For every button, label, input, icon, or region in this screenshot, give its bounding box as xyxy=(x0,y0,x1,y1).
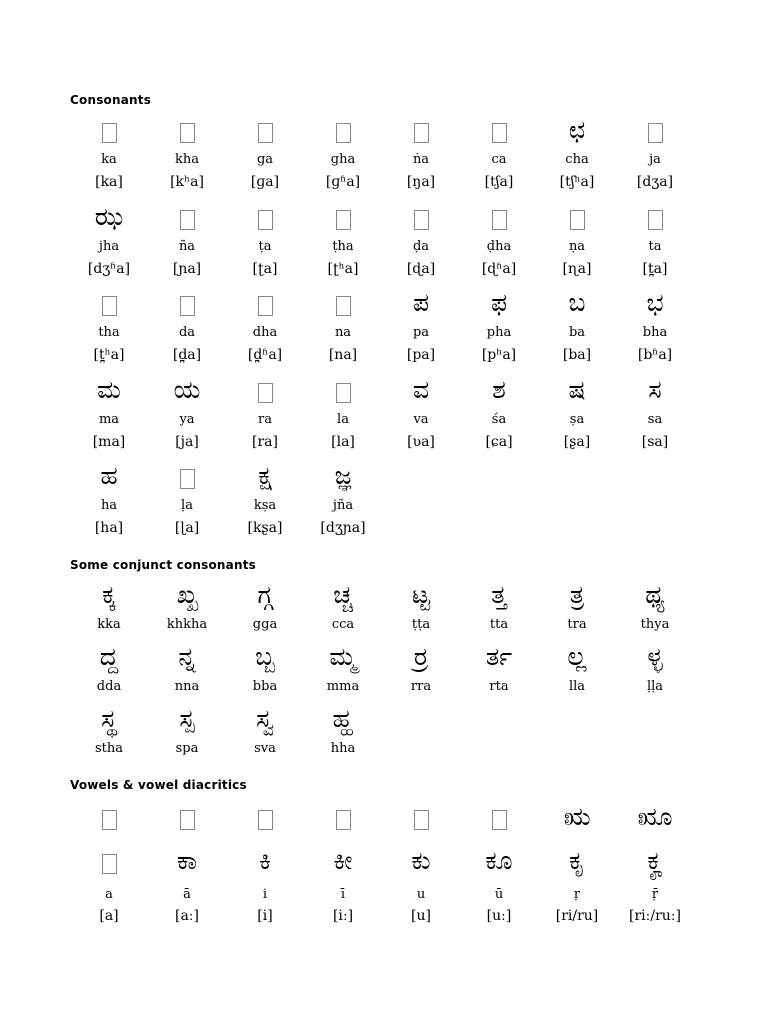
transliteration: pa xyxy=(412,325,430,340)
vowel-diacritic-glyph: ಕಿ xyxy=(259,846,271,875)
ipa-pronunciation: [na] xyxy=(328,347,358,363)
missing-glyph-icon xyxy=(148,288,226,318)
conjunct-cell xyxy=(226,704,304,760)
ipa-pronunciation: [ja] xyxy=(175,433,199,450)
consonant-cell xyxy=(538,115,616,195)
consonant-cell xyxy=(538,375,616,455)
transliteration: ya xyxy=(179,411,195,427)
missing-glyph-icon xyxy=(226,202,304,232)
conjunct-cell xyxy=(226,642,304,698)
conjunct-cell xyxy=(304,642,382,698)
ipa-pronunciation: [i] xyxy=(257,908,273,924)
missing-glyph-box-icon xyxy=(570,210,585,230)
transliteration: tha xyxy=(98,325,120,340)
missing-glyph-icon xyxy=(460,202,538,232)
missing-glyph-icon xyxy=(382,115,460,145)
missing-glyph-icon xyxy=(148,202,226,232)
transliteration: ṭa xyxy=(258,238,272,254)
missing-glyph-box-icon xyxy=(102,123,117,143)
transliteration: stha xyxy=(94,741,124,756)
missing-glyph-box-icon xyxy=(336,296,351,316)
transliteration: khkha xyxy=(166,617,208,632)
consonant-cell xyxy=(304,288,382,368)
transliteration: rta xyxy=(489,679,509,694)
transliteration: ṝ xyxy=(651,887,659,902)
transliteration: ha xyxy=(100,498,118,513)
vowel-cell xyxy=(148,800,226,930)
conjunct-cell xyxy=(460,580,538,636)
conjunct-cell xyxy=(148,580,226,636)
kannada-conjunct-glyph: ದ್ದ xyxy=(99,642,119,671)
ipa-pronunciation: [ɳa] xyxy=(562,260,592,277)
consonant-cell xyxy=(460,375,538,455)
missing-glyph-box-icon xyxy=(180,296,195,316)
ipa-pronunciation: [tʃa] xyxy=(484,174,514,190)
conjunct-cell xyxy=(538,580,616,636)
ipa-pronunciation: [t̪ʰa] xyxy=(93,347,125,363)
transliteration: pha xyxy=(486,325,512,340)
conjunct-cell xyxy=(460,642,538,698)
transliteration: cca xyxy=(331,617,355,632)
missing-glyph-box-icon xyxy=(648,210,663,230)
kannada-glyph: ಫ xyxy=(490,288,508,317)
vowel-cell xyxy=(616,800,694,930)
conjunct-cell xyxy=(382,580,460,636)
vowel-cell xyxy=(382,800,460,930)
transliteration: na xyxy=(334,325,352,340)
kannada-conjunct-glyph: ತ್ರ xyxy=(569,580,585,609)
missing-glyph-box-icon xyxy=(180,123,195,143)
ipa-pronunciation: [ŋa] xyxy=(406,174,436,190)
ipa-pronunciation: [ɖʱa] xyxy=(481,260,517,277)
transliteration: hha xyxy=(330,741,356,756)
missing-glyph-icon xyxy=(382,802,460,832)
ipa-pronunciation: [ɲa] xyxy=(172,260,202,277)
ipa-pronunciation: [ɡa] xyxy=(250,174,280,190)
ipa-pronunciation: [ra] xyxy=(252,433,278,450)
consonant-cell xyxy=(382,202,460,282)
consonant-cell xyxy=(226,288,304,368)
transliteration: thya xyxy=(640,617,670,632)
conjunct-cell xyxy=(226,580,304,636)
transliteration: ga xyxy=(256,152,274,167)
kannada-glyph: ಮ xyxy=(97,374,121,404)
kannada-conjunct-glyph: ಸ್ವ xyxy=(256,704,274,733)
consonant-grid xyxy=(70,115,694,545)
kannada-conjunct-glyph: ನ್ನ xyxy=(178,642,196,671)
vowel-diacritic-glyph: ಕಾ xyxy=(176,846,198,875)
kannada-conjunct-glyph: ಕ್ಕ xyxy=(102,580,116,609)
missing-glyph-box-icon xyxy=(102,296,117,316)
missing-glyph-icon xyxy=(70,802,148,832)
transliteration: la xyxy=(337,411,349,427)
ipa-pronunciation: [ha] xyxy=(94,520,124,536)
ipa-pronunciation: [d̪a] xyxy=(172,347,202,363)
ipa-pronunciation: [ʈa] xyxy=(252,260,278,277)
ipa-pronunciation: [ri/ru] xyxy=(555,908,599,924)
conjuncts-title: Some conjunct consonants xyxy=(70,558,256,572)
consonant-cell xyxy=(226,375,304,455)
consonant-cell xyxy=(460,115,538,195)
missing-glyph-box-icon xyxy=(336,810,351,830)
kannada-glyph: ಭ xyxy=(646,288,664,317)
ipa-pronunciation: [ka] xyxy=(95,174,123,190)
transliteration: ta xyxy=(648,238,662,254)
kannada-conjunct-glyph: ಖ್ಖ xyxy=(176,580,198,609)
kannada-conjunct-glyph: ಟ್ಟ xyxy=(411,580,431,609)
vowel-diacritic-glyph: ಕೀ xyxy=(333,846,353,875)
ipa-pronunciation: [sa] xyxy=(641,433,669,450)
missing-glyph-box-icon xyxy=(414,810,429,830)
consonant-cell xyxy=(460,288,538,368)
consonant-cell xyxy=(616,288,694,368)
ipa-pronunciation: [a] xyxy=(99,908,119,924)
consonant-cell xyxy=(382,115,460,195)
missing-glyph-box-icon xyxy=(180,469,195,489)
transliteration: bha xyxy=(642,325,668,340)
kannada-conjunct-glyph: ಚ್ಚ xyxy=(333,580,353,609)
ipa-pronunciation: [d̪ʱa] xyxy=(247,347,283,363)
kannada-conjunct-glyph: ಸ್ಪ xyxy=(179,704,195,733)
transliteration: ḷa xyxy=(181,498,193,513)
ipa-pronunciation: [tʃʰa] xyxy=(559,174,595,190)
ipa-pronunciation: [ɕa] xyxy=(485,433,513,450)
conjunct-cell xyxy=(538,642,616,698)
independent-vowel-glyph: ೠ xyxy=(637,802,673,831)
vowel-cell xyxy=(538,800,616,930)
transliteration: ā xyxy=(183,887,191,902)
missing-glyph-box-icon xyxy=(492,810,507,830)
kannada-glyph: ಷ xyxy=(568,374,586,404)
consonant-cell xyxy=(304,461,382,541)
consonant-cell xyxy=(226,202,304,282)
transliteration: dha xyxy=(252,325,278,340)
ipa-pronunciation: [dʒɲa] xyxy=(320,520,366,536)
transliteration: ṭṭa xyxy=(411,617,431,632)
transliteration: ma xyxy=(98,411,120,427)
conjunct-cell xyxy=(70,642,148,698)
missing-glyph-icon xyxy=(148,802,226,832)
ipa-pronunciation: [riː/ruː] xyxy=(629,908,681,924)
ipa-pronunciation: [t̪a] xyxy=(642,260,668,277)
consonant-cell xyxy=(616,375,694,455)
consonant-cell xyxy=(304,115,382,195)
transliteration: ja xyxy=(649,152,661,167)
consonant-cell xyxy=(304,375,382,455)
consonants-title: Consonants xyxy=(70,93,152,107)
kannada-conjunct-glyph: ಳ್ಳ xyxy=(647,642,663,671)
missing-glyph-box-icon xyxy=(336,123,351,143)
kannada-conjunct-glyph: ರ್ರ xyxy=(413,642,429,671)
transliteration: i xyxy=(262,887,268,902)
consonant-cell xyxy=(226,115,304,195)
ipa-pronunciation: [kʂa] xyxy=(247,520,283,536)
kannada-conjunct-glyph: ಮ್ಮ xyxy=(329,642,357,671)
missing-glyph-box-icon xyxy=(258,383,273,403)
kannada-conjunct-glyph: ಹ್ಹ xyxy=(332,704,354,733)
transliteration: da xyxy=(178,325,196,340)
transliteration: va xyxy=(413,411,429,427)
transliteration: dda xyxy=(96,679,122,694)
conjunct-cell xyxy=(304,704,382,760)
transliteration: ṛ xyxy=(573,887,581,902)
ipa-pronunciation: [ʂa] xyxy=(563,433,591,450)
missing-glyph-icon xyxy=(382,202,460,232)
consonant-cell xyxy=(616,202,694,282)
vowel-cell xyxy=(70,800,148,930)
missing-glyph-box-icon xyxy=(180,210,195,230)
missing-glyph-box-icon xyxy=(414,210,429,230)
ipa-pronunciation: [iː] xyxy=(332,908,354,924)
consonant-cell xyxy=(538,288,616,368)
ipa-pronunciation: [ɡʱa] xyxy=(325,174,361,190)
kannada-conjunct-glyph: ಗ್ಗ xyxy=(257,580,273,609)
missing-glyph-icon xyxy=(538,202,616,232)
missing-glyph-icon xyxy=(616,202,694,232)
transliteration: tta xyxy=(489,617,509,632)
ipa-pronunciation: [ɖa] xyxy=(406,260,436,277)
ipa-pronunciation: [ʈʰa] xyxy=(327,260,359,277)
missing-glyph-icon xyxy=(304,288,382,318)
kannada-glyph: ಕ್ಷ xyxy=(258,461,272,490)
missing-glyph-icon xyxy=(304,202,382,232)
transliteration: ṅa xyxy=(412,152,430,167)
conjunct-cell xyxy=(148,704,226,760)
missing-glyph-icon xyxy=(304,802,382,832)
conjunct-cell xyxy=(148,642,226,698)
vowel-cell xyxy=(226,800,304,930)
missing-glyph-box-icon xyxy=(102,810,117,830)
transliteration: ṭha xyxy=(332,238,354,254)
consonant-cell xyxy=(616,115,694,195)
ipa-pronunciation: [u] xyxy=(411,908,431,924)
missing-glyph-icon xyxy=(616,115,694,145)
vowel-diacritic-glyph: ಕೄ xyxy=(647,846,663,875)
missing-glyph-icon xyxy=(226,375,304,405)
transliteration: ca xyxy=(491,152,507,167)
missing-glyph-box-icon xyxy=(258,296,273,316)
missing-glyph-icon xyxy=(304,375,382,405)
missing-glyph-box-icon xyxy=(258,810,273,830)
consonant-cell xyxy=(538,202,616,282)
consonant-cell xyxy=(148,375,226,455)
kannada-glyph: ಪ xyxy=(412,288,430,317)
missing-glyph-box-icon xyxy=(414,123,429,143)
conjunct-cell xyxy=(616,580,694,636)
ipa-pronunciation: [la] xyxy=(331,433,355,450)
missing-glyph-icon xyxy=(460,115,538,145)
transliteration: ū xyxy=(494,887,504,902)
transliteration: spa xyxy=(175,741,199,756)
consonant-cell xyxy=(70,461,148,541)
kannada-glyph: ಸ xyxy=(648,374,662,404)
kannada-conjunct-glyph: ಸ್ಥ xyxy=(101,704,117,733)
missing-glyph-box-icon xyxy=(258,123,273,143)
transliteration: gha xyxy=(330,152,356,167)
missing-glyph-box-icon xyxy=(180,810,195,830)
transliteration: kka xyxy=(97,617,121,632)
transliteration: ra xyxy=(258,411,272,427)
kannada-glyph: ಯ xyxy=(173,374,201,404)
transliteration: sva xyxy=(254,741,276,756)
vowels-title: Vowels & vowel diacritics xyxy=(70,778,247,792)
transliteration: mma xyxy=(326,679,360,694)
transliteration: u xyxy=(416,887,426,902)
kannada-glyph: ಛ xyxy=(568,115,586,144)
missing-glyph-box-icon xyxy=(336,383,351,403)
transliteration: ḷḷa xyxy=(646,679,664,694)
kannada-conjunct-glyph: ಥ್ಯ xyxy=(645,580,665,609)
conjunct-cell xyxy=(616,642,694,698)
kannada-glyph: ಜ್ಞ xyxy=(334,461,352,490)
missing-glyph-icon xyxy=(226,288,304,318)
ipa-pronunciation: [ba] xyxy=(562,347,592,363)
missing-glyph-box-icon xyxy=(102,854,117,874)
vowel-cell xyxy=(304,800,382,930)
transliteration: bba xyxy=(252,679,278,694)
transliteration: tra xyxy=(567,617,587,632)
consonant-cell xyxy=(148,202,226,282)
ipa-pronunciation: [bʱa] xyxy=(637,347,673,363)
missing-glyph-box-icon xyxy=(336,210,351,230)
ipa-pronunciation: [dʒʱa] xyxy=(87,260,131,277)
consonant-cell xyxy=(70,202,148,282)
conjunct-grid xyxy=(70,580,694,765)
kannada-conjunct-glyph: ಲ್ಲ xyxy=(567,642,587,671)
consonant-cell xyxy=(70,115,148,195)
missing-glyph-icon xyxy=(304,115,382,145)
vowel-grid xyxy=(70,800,694,940)
missing-glyph-icon xyxy=(70,288,148,318)
transliteration: ka xyxy=(101,152,117,167)
ipa-pronunciation: [pa] xyxy=(406,347,436,363)
missing-glyph-icon xyxy=(148,461,226,491)
missing-glyph-box-icon xyxy=(258,210,273,230)
consonant-cell xyxy=(460,202,538,282)
conjunct-cell xyxy=(304,580,382,636)
kannada-conjunct-glyph: ಬ್ಬ xyxy=(255,642,275,671)
conjunct-cell xyxy=(382,642,460,698)
missing-glyph-icon xyxy=(460,802,538,832)
kannada-glyph: ವ xyxy=(412,374,430,404)
transliteration: ṣa xyxy=(569,411,585,427)
ipa-pronunciation: [aː] xyxy=(175,908,199,924)
transliteration: ña xyxy=(178,238,196,254)
vowel-diacritic-glyph: ಕೂ xyxy=(485,846,513,875)
ipa-pronunciation: [dʒa] xyxy=(636,174,674,190)
missing-glyph-box-icon xyxy=(492,123,507,143)
missing-glyph-icon xyxy=(226,115,304,145)
transliteration: kṣa xyxy=(253,498,277,513)
transliteration: ba xyxy=(568,325,586,340)
ipa-pronunciation: [ʋa] xyxy=(407,433,435,450)
transliteration: śa xyxy=(491,411,507,427)
kannada-glyph: ಹ xyxy=(100,461,118,490)
consonant-cell xyxy=(148,461,226,541)
conjunct-cell xyxy=(70,704,148,760)
missing-glyph-icon xyxy=(226,802,304,832)
transliteration: rra xyxy=(410,679,432,694)
kannada-glyph: ಬ xyxy=(568,288,586,317)
ipa-pronunciation: [uː] xyxy=(486,908,512,924)
missing-glyph-icon xyxy=(148,115,226,145)
transliteration: ī xyxy=(340,887,346,902)
vowel-diacritic-glyph: ಕೃ xyxy=(569,846,585,875)
missing-glyph-box-icon xyxy=(492,210,507,230)
transliteration: ḍa xyxy=(412,238,430,254)
transliteration: gga xyxy=(252,617,278,632)
missing-glyph-icon xyxy=(70,115,148,145)
kannada-conjunct-glyph: ರ್ತ xyxy=(485,642,513,671)
transliteration: ṇa xyxy=(568,238,586,254)
consonant-cell xyxy=(382,288,460,368)
consonant-cell xyxy=(226,461,304,541)
transliteration: cha xyxy=(565,152,589,167)
vowel-diacritic-glyph: ಕು xyxy=(411,846,431,875)
consonant-cell xyxy=(304,202,382,282)
transliteration: lla xyxy=(568,679,586,694)
transliteration: kha xyxy=(174,152,199,167)
vowel-cell xyxy=(460,800,538,930)
consonant-cell xyxy=(70,375,148,455)
consonant-cell xyxy=(382,375,460,455)
transliteration: sa xyxy=(647,411,663,427)
transliteration: a xyxy=(105,887,113,902)
consonant-cell xyxy=(148,288,226,368)
consonant-cell xyxy=(148,115,226,195)
independent-vowel-glyph: ಋ xyxy=(563,802,591,831)
kannada-conjunct-glyph: ತ್ತ xyxy=(491,580,507,609)
conjunct-cell xyxy=(70,580,148,636)
transliteration: ḍha xyxy=(486,238,512,254)
ipa-pronunciation: [ɭa] xyxy=(174,520,200,536)
kannada-glyph: ಝ xyxy=(94,201,124,231)
transliteration: jña xyxy=(332,498,354,513)
kannada-glyph: ಶ xyxy=(492,374,506,404)
transliteration: nna xyxy=(174,679,200,694)
ipa-pronunciation: [ma] xyxy=(92,433,126,450)
ipa-pronunciation: [pʰa] xyxy=(481,347,517,363)
ipa-pronunciation: [kʰa] xyxy=(170,174,204,190)
transliteration: jha xyxy=(98,238,120,254)
consonant-cell xyxy=(70,288,148,368)
missing-glyph-icon xyxy=(70,846,148,876)
missing-glyph-box-icon xyxy=(648,123,663,143)
